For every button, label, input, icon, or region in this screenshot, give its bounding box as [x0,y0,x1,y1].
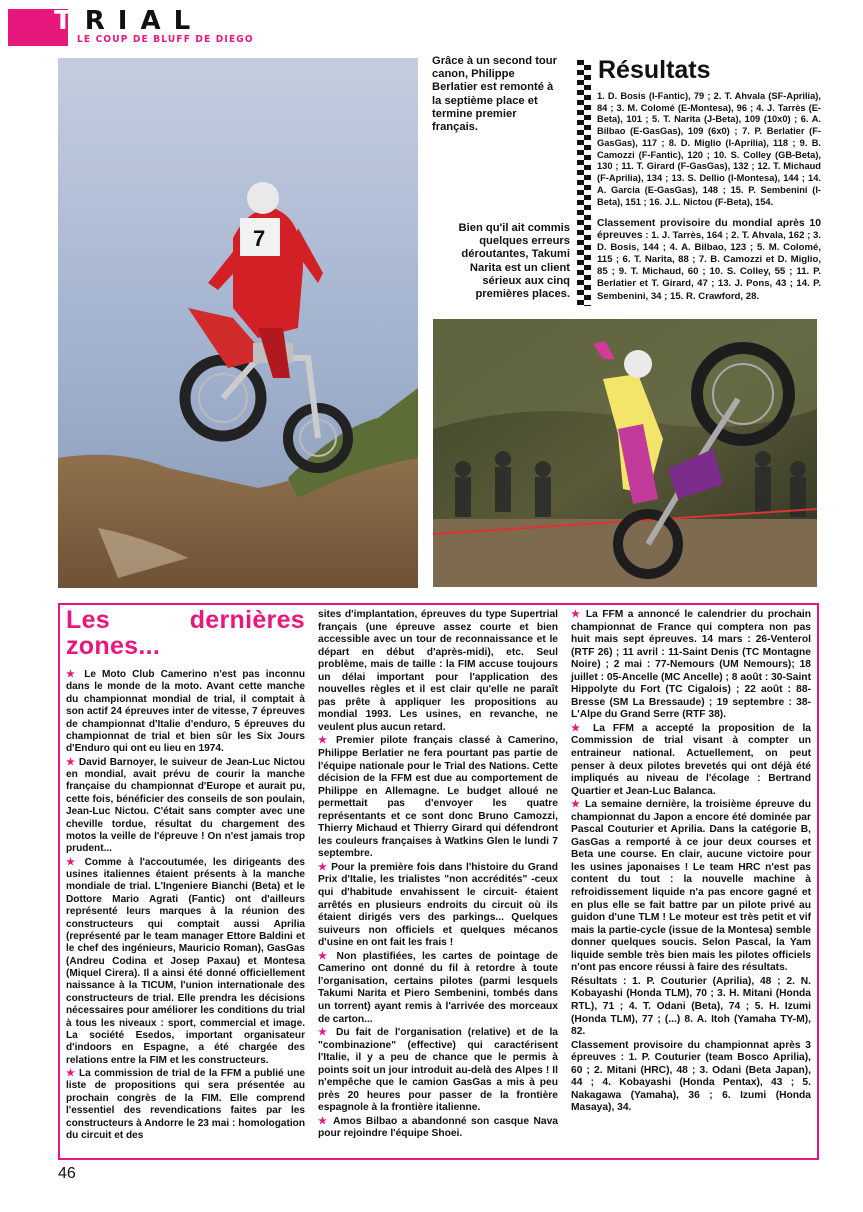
article-paragraph: ★ David Barnoyer, le suiveur de Jean-Luc Nictou en mondial, avait prévu de courir la manche française du championnat d'Europe et aurait pu, cette fois, bénéficier des conseils de son poulain, Jean-Luc Nictou. C'était sans compter avec une cheville tordue, résultat du chargement des motos la veille de l'épreuve ! On n'est jamais trop prudent... [66,756,305,855]
star-icon: ★ [571,609,586,620]
article-column-1 [66,605,305,1143]
section-subtitle: LE COUP DE BLUFF DE DIEGO [77,34,254,45]
svg-text:7: 7 [253,226,266,251]
star-icon: ★ [66,856,85,868]
star-icon: ★ [571,722,593,734]
article-column-3 [571,609,811,1116]
star-icon: ★ [318,1115,333,1127]
section-title: TRIAL [54,6,204,36]
article-paragraph: ★ Comme à l'accoutumée, les dirigeants des usines italiennes étaient présents à la manche mondiale de trial. L'Ingeniere Bianchi (Beta) et le Dottore Mario Agrati (Fantic) ont d'ailleurs représenté leurs marques à la réunion des constructeurs qui comptait aussi Aprilia (représenté par le team manager Ettore Baldini et le chef des ingénieurs, Mauricio Roman), GasGas (Andreu Codina et Josep Paxau) et Montesa (Miquel Cirera). Il a ainsi été donné officiellement naissance à la TICUM, l'union internationale des constructeurs de trial. Elle prendra les décisions nécessaires pour améliorer les conditions du trial à tous les niveaux : sport, commercial et image. La société Esedos, important organisateur d'indoors en Espagne, a été chargée des relations entre la FIM et les constructeurs. [66,856,305,1066]
article-paragraph: ★ Pour la première fois dans l'histoire du Grand Prix d'Italie, les trialistes "non accrédités" -ceux qui d'habitude envahissent le circuit- étaient arrêtés en plusieurs endroits du circuit où ils étaient dirigés vers des parkings... Quelques suiveurs non officiels et quelques mécanos d'usine en ont fait les frais ! [318,861,559,949]
star-icon: ★ [66,669,85,680]
results-list: 1. D. Bosis (I-Fantic), 79 ; 2. T. Ahvala (SF-Aprilia), 84 ; 3. M. Colomé (E-Montesa), 96 ; 4. J. Tarrès (E-Beta), 101 ; 5. T. Narita (J-Beta), 109 (10x0) ; 6. A. Bilbao (E-GasGas), 109 (6x0) ; 7. P. Berlatier (F-GasGas), 117 ; 8. D. Miglio (I-Aprilia), 118 ; 9. B. Camozzi (F-Fantic), 120 ; 10. S. Colley (GB-Beta), 130 ; 11. T. Girard (F-GasGas), 132 ; 12. T. Michaud (F-Aprilia), 134 ; 13. S. Dellio (I-Montesa), 144 ; 14. A. Garcia (E-GasGas), 148 ; 15. P. Sembenini (I-Beta), 151 ; 16. J.L. Nictou (F-Beta), 154. [597,91,821,207]
standings-list: : 1. J. Tarrès, 164 ; 2. T. Ahvala, 162 ; 3. D. Bosis, 144 ; 4. A. Bilbao, 123 ; 5. M. Colomé, 115 ; 6. T. Narita, 88 ; 7. B. Camozzi et D. Miglio, 85 ; 9. T. Michaud, 60 ; 10. S. Colley, 55 ; 11. P. Berlatier et T. Girard, 47 ; 13. J. Pons, 43 ; 14. P. Sembenini, 34 ; 15. R. Crawford, 28. [597,230,821,302]
checkered-flag-stripe [577,60,591,306]
star-icon: ★ [66,756,79,768]
article-paragraph: ★ Du fait de l'organisation (relative) et de la "combinazione" (effective) qui caractérisent l'Italie, il y a peu de chance que le permis à points soit un jour introduit au-delà des Alpes ! Il n'empêche que le camion GasGas a mis à peu près 20 heures pour passer de la frontière espagnole à la frontière italienne. [318,1027,559,1114]
star-icon: ★ [318,735,337,747]
photo-caption-narita: Bien qu'il ait commis quelques erreurs déroutantes, Takumi Narita est un client sérieux aux cinq premières places. [458,222,570,301]
star-icon: ★ [318,1027,337,1039]
article-paragraph: ★ Le Moto Club Camerino n'est pas inconnu dans le monde de la moto. Avant cette manche du championnat mondial de trial, il comptait à son actif 24 épreuves inter de vitesse, 7 épreuves de championnat d'Italie d'enduro, 5 épreuves du championnat de trial et bien sûr les Six Jours d'Enduro qui ont eu lieu en 1974. [66,669,305,755]
article-paragraph: ★ La FFM a accepté la proposition de la Commission de trial visant à compter un entraineur national. Actuellement, on peut penser à deux pilotes brevetés qui ont déjà été impliqués au niveau de l'écolage : Bertrand Quartier et Jean-Luc Balanca. [571,722,811,797]
article-paragraph: sites d'implantation, épreuves du type Supertrial français (une épreuve assez courte et bien accessible avec un tour de reconnaissance et le départ en début d'après-midi), etc. Seul problème, mais de taille : la FIM accuse toujours un délai important pour l'application des nouvelles règles et il est clair qu'elle ne paraît pas prête à appliquer les propositions au mondial 1993. Les usines, en revanche, ne veulent plus aucun retard. [318,609,558,733]
photo-rider-jump [58,58,418,588]
article-paragraph: ★ La commission de trial de la FFM a publié une liste de propositions qui sera présentée au prochain congrès de la FIM. Elle comprend l'essentiel des revendications faites par les constructeurs à Andorre le 23 mai : homologation du circuit et des [66,1068,306,1141]
star-icon: ★ [318,950,337,962]
article-paragraph: ★ Amos Bilbao a abandonné son casque Nava pour rejoindre l'équipe Shoei. [318,1115,558,1140]
photo-rider-crowd [433,319,817,587]
star-icon: ★ [571,799,585,811]
article-paragraph: Classement provisoire du championnat après 3 épreuves : 1. P. Couturier (team Bosco Aprilia), 60 ; 2. Mitani (HRC), 48 ; 3. Odani (Beta Japan), 44 ; 4. Kobayashi (Honda Pentax), 43 ; 5. Nakagawa (Yamaha), 36 ; 6. Izumi (Honda Masaya), 34. [571,1039,811,1114]
article-title: Les dernières zones... [66,606,305,660]
photo-caption-berlatier: Grâce à un second tour canon, Philippe Berlatier est remonté à la septième place et termine premier français. [432,55,557,134]
article-column-2 [318,609,558,1142]
article-paragraph: ★ La semaine dernière, la troisième épreuve du championnat du Japon a encore été dominée par Pascal Couturier et Aprilia. Dans la catégorie B, GasGas a remporté à ce jour deux courses et Beta une course. En clair, aucune victoire pour les usines japonaises ! Le team HRC n'est pas content du tout : la nouvelle machine à refroidissement liquide n'a pas encore gagné et en plus elle se fait battre par un pilote privé au guidon d'une TLM ! Le moteur est très petit et vif mais la partie-cycle (issue de la Montesa) semble donner quelques soucis. Selon Pascal, la Yam liquide semble très bien mais les pilotes officiels n'ont pas encore réussi à faire des résultats. [571,799,811,974]
standings-lead: Classement provisoire du mondial après 10 épreuves [597,218,821,242]
article-paragraph: ★ La FFM a annoncé le calendrier du prochain championnat de France qui comptera non pas huit mais sept épreuves. 14 mars : 26-Venterol (RTF 26) ; 11 avril : 11-Saint Denis (TC Montagne Noire) ; 2 mai : 77-Nemours (UM Nemours); 18 juillet : 05-Ancelle (MC Ancelle) ; 8 août : 30-Saint Hippolyte du Fort (TC Cigalois) ; 22 août : 88-Bresse (SM La Bressaude) ; 19 septembre : 38-L'Alpe du Grand Serre (RTF 38). [571,609,812,721]
article-paragraph: ★ Non plastifiées, les cartes de pointage de Camerino ont donné du fil à retordre à toute l'organisation, certains pilotes (parmi lesquels Takumi Narita et Piero Sembenini, tombés dans un torrent) ayant remis à l'arrivée des morceaux de carton... [318,950,559,1025]
results-title: Résultats [598,56,711,84]
article-paragraph: Résultats : 1. P. Couturier (Aprilia), 48 ; 2. N. Kobayashi (Honda TLM), 70 ; 3. H. Mitani (Honda RTL), 71 ; 4. T. Odani (Beta), 74 ; 5. H. Izumi (Honda TLM), 77 ; (...) 8. A. Itoh (Yamaha TY-M), 82. [571,975,811,1038]
article-paragraph: ★ Premier pilote français classé à Camerino, Philippe Berlatier ne fera pourtant pas partie de l'équipe nationale pour le Trial des Nations. Cette décision de la FFM est due au comportement de Philippe en Allemagne. Le budget alloué ne permettait pas d'envoyer les quatre représentants et ce sont donc Bruno Camozzi, Thierry Michaud et Thierry Girard qui défendront les couleurs françaises à Watkins Glen le lundi 7 septembre. [318,735,558,860]
star-icon: ★ [66,1068,79,1079]
standings-text [597,218,821,303]
star-icon: ★ [318,861,332,873]
page-number: 46 [58,1165,76,1182]
